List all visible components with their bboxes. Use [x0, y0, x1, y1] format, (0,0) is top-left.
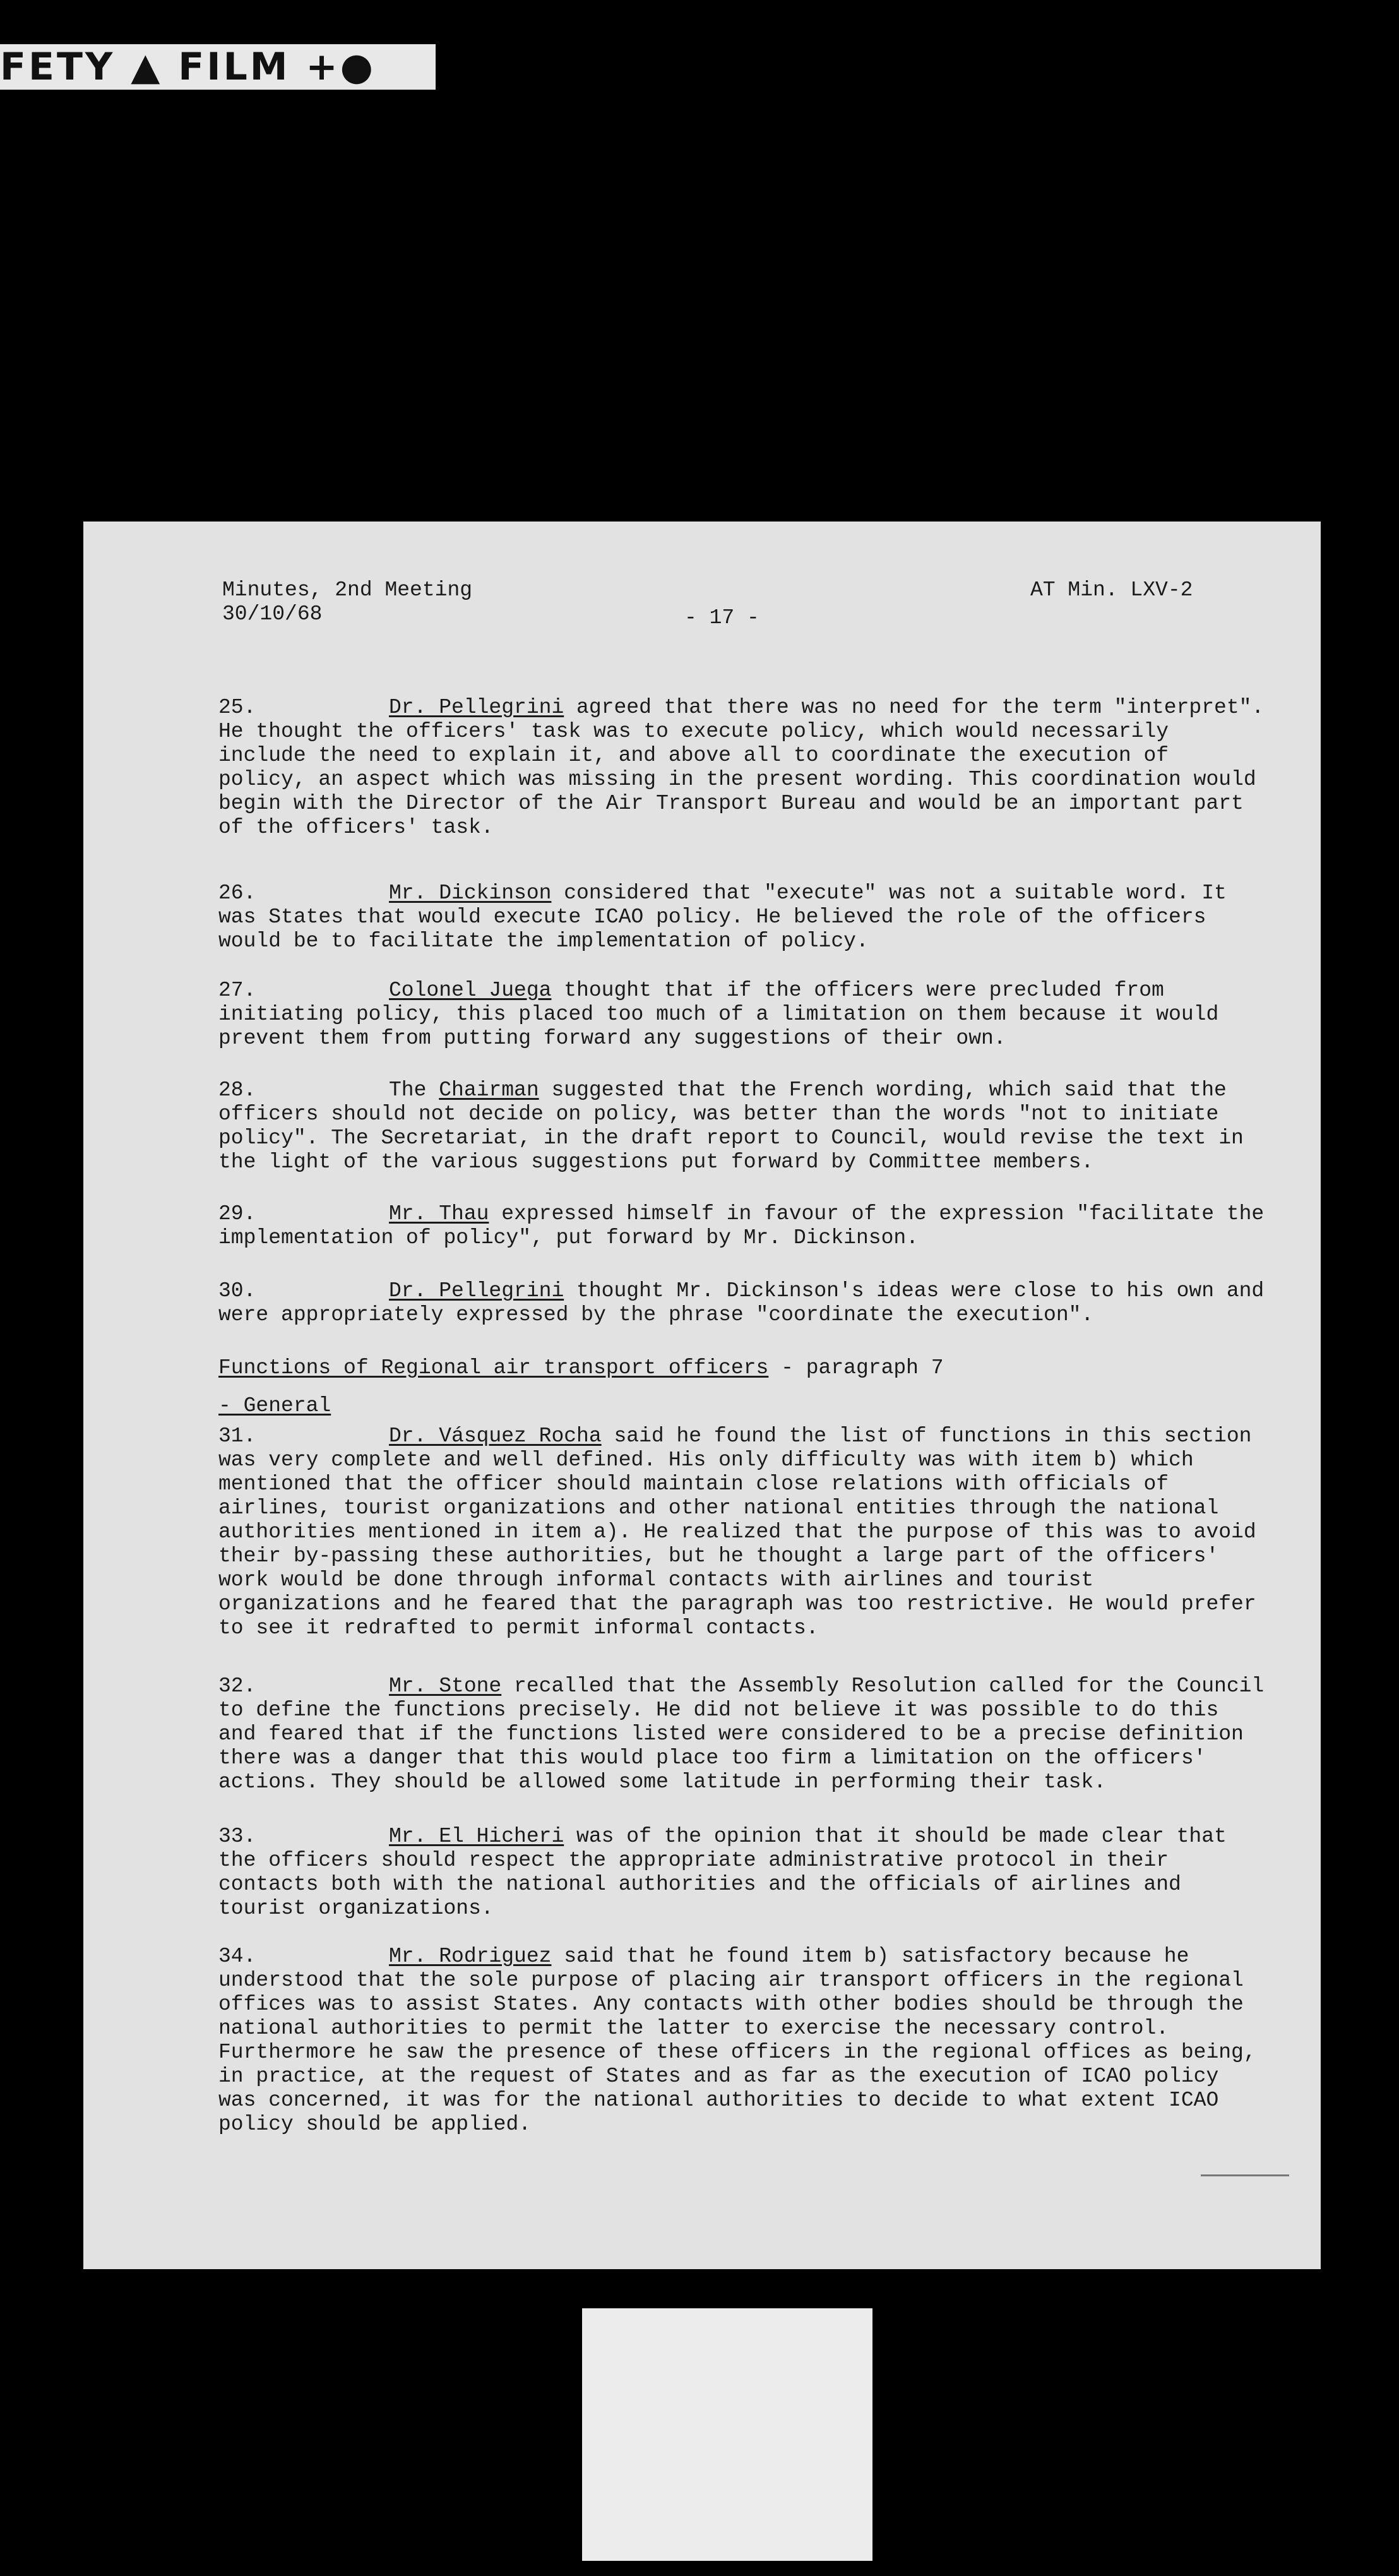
- document-reference: AT Min. LXV-2: [1030, 578, 1193, 602]
- safety-film-label: FETY ▲ FILM +●: [0, 44, 436, 90]
- header-meeting-info: [222, 578, 472, 626]
- header-meeting-title: Minutes, 2nd Meeting: [222, 578, 473, 602]
- paragraph-text: said he found the list of functions in this section was very complete and well defined. His only difficulty was with item b) which mentioned that the officer should maintain close relations with officials of airlines, tourist organizations and other national entities through the national authorities mentioned in item a). He realized that the purpose of this was to avoid their by-passing these authorities, but he thought a large part of the officers' work would be done through informal contacts with airlines and tourist organizations and he feared that the paragraph was too restrictive. He would prefer to see it redrafted to permit informal contacts.: [218, 1424, 1256, 1640]
- subheading-text: - General: [218, 1394, 331, 1417]
- paragraph-text: agreed that there was no need for the term "interpret". He thought the officers' task was to execute policy, which would necessarily include the need to explain it, and above all to coordinate the execution of policy, an aspect which was missing in the present wording. This coordination would begin with the Director of the Air Transport Bureau and would be an important part of the officers' task.: [218, 696, 1265, 839]
- paragraph-number: 25.: [218, 696, 256, 719]
- speaker-name: Mr. Stone: [389, 1674, 502, 1698]
- film-leader-tab: [582, 2308, 872, 2561]
- document-page: [83, 522, 1321, 2269]
- paragraph-text: was of the opinion that it should be made clear that the officers should respect the appropriate administrative protocol in their contacts both with the national authorities and the officials of airlines and tourist organizations.: [218, 1825, 1227, 1920]
- section-subheading: [218, 1394, 331, 1418]
- paragraph-text: recalled that the Assembly Resolution called for the Council to define the functions precisely. He did not believe it was possible to do this and feared that if the functions listed were considered to be a precise definition there was a danger that this would place too firm a limitation on the officers' actions. They should be allowed some latitude in performing their task.: [218, 1674, 1265, 1794]
- paragraph-number: 33.: [218, 1825, 256, 1848]
- paragraph-number: 28.: [218, 1078, 256, 1102]
- speaker-name: Mr. Thau: [389, 1202, 489, 1225]
- section-title: Functions of Regional air transport officers: [218, 1356, 769, 1380]
- paragraph-25: [218, 696, 1266, 840]
- speaker-name: Dr. Pellegrini: [389, 696, 564, 719]
- paragraph-text: expressed himself in favour of the expression "facilitate the implementation of policy", put forward by Mr. Dickinson.: [218, 1202, 1265, 1249]
- paragraph-number: 29.: [218, 1202, 256, 1225]
- paragraph-32: [218, 1674, 1266, 1794]
- paragraph-text: thought that if the officers were precluded from initiating policy, this placed too much of a limitation on them because it would prevent them from putting forward any suggestions of their own.: [218, 979, 1219, 1050]
- paragraph-26: [218, 881, 1266, 953]
- paragraph-number: 31.: [218, 1424, 256, 1448]
- speaker-name: Colonel Juega: [389, 979, 552, 1002]
- speaker-name: Chairman: [439, 1078, 539, 1102]
- section-heading: [218, 1356, 944, 1380]
- paragraph-27: [218, 979, 1266, 1051]
- footer-rule: [1201, 2174, 1289, 2176]
- paragraph-prefix: The: [389, 1078, 439, 1102]
- paragraph-number: 30.: [218, 1279, 256, 1303]
- paragraph-number: 27.: [218, 979, 256, 1002]
- paragraph-30: [218, 1279, 1266, 1327]
- paragraph-34: [218, 1945, 1266, 2137]
- paragraph-number: 34.: [218, 1945, 256, 1968]
- paragraph-text: suggested that the French wording, which said that the officers should not decide on policy, was better than the words "not to initiate policy". The Secretariat, in the draft report to Council, would revise the text in the light of the various suggestions put forward by Committee members.: [218, 1078, 1244, 1174]
- speaker-name: Mr. Dickinson: [389, 881, 552, 905]
- speaker-name: Dr. Pellegrini: [389, 1279, 564, 1303]
- paragraph-number: 26.: [218, 881, 256, 905]
- paragraph-28: [218, 1078, 1266, 1174]
- section-suffix: - paragraph 7: [768, 1356, 944, 1380]
- header-meeting-date: 30/10/68: [222, 602, 323, 626]
- paragraph-number: 32.: [218, 1674, 256, 1698]
- paragraph-33: [218, 1825, 1266, 1921]
- paragraph-text: considered that "execute" was not a suitable word. It was States that would execute ICAO policy. He believed the role of the officers would be to facilitate the implementation of policy.: [218, 881, 1227, 953]
- paragraph-text: said that he found item b) satisfactory because he understood that the sole purpose of placing air transport officers in the regional offices was to assist States. Any contacts with other bodies should be through the national authorities to permit the latter to exercise the necessary control. Furthermore he saw the presence of these officers in the regional offices as being, in practice, at the request of States and as far as the execution of ICAO policy was concerned, it was for the national authorities to decide to what extent ICAO policy should be applied.: [218, 1945, 1256, 2136]
- page-number: - 17 -: [684, 606, 759, 629]
- paragraph-31: [218, 1424, 1266, 1640]
- speaker-name: Mr. El Hicheri: [389, 1825, 564, 1848]
- speaker-name: Dr. Vásquez Rocha: [389, 1424, 602, 1448]
- paragraph-text: thought Mr. Dickinson's ideas were close to his own and were appropriately expressed by the phrase "coordinate the execution".: [218, 1279, 1265, 1327]
- speaker-name: Mr. Rodriguez: [389, 1945, 552, 1968]
- paragraph-29: [218, 1202, 1266, 1250]
